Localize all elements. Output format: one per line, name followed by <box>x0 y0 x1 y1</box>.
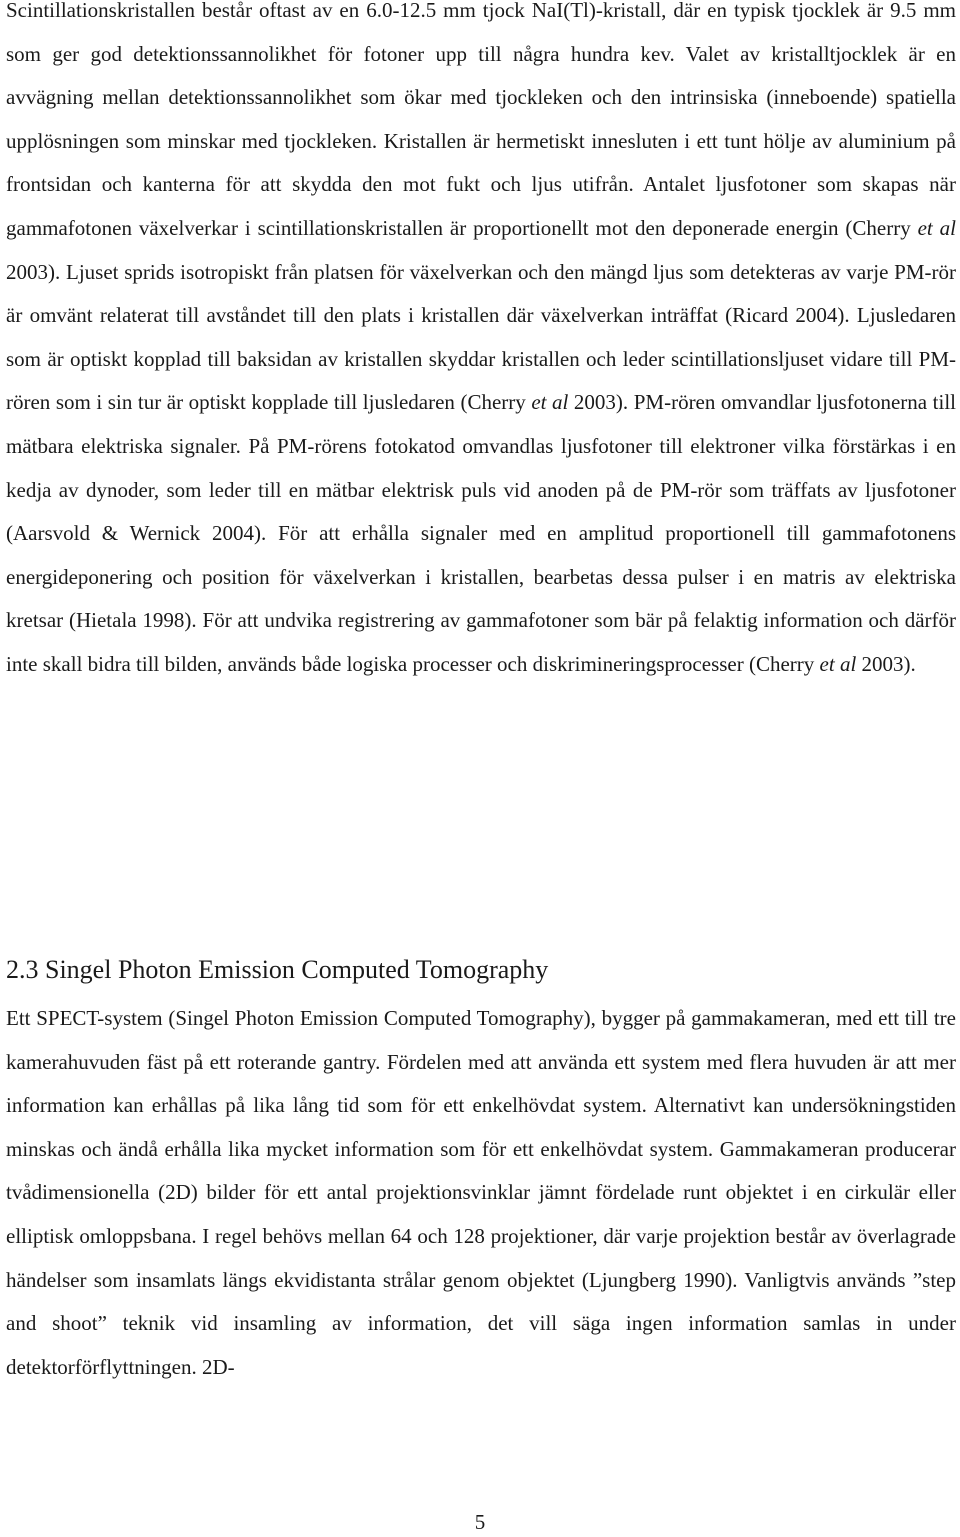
citation-et-al: et al <box>531 390 569 415</box>
paragraph-text: Scintillationskristallen består oftast av en 6.0-12.5 mm tjock NaI(Tl)-kristall, där en typisk tjocklek är 9.5 mm som ger god detektionssannolikhet för fotoner upp till några hundra kev. Valet av kristalltjocklek är en avvägning mellan detektionssannolikhet som ökar med tjockleken och den intrinsiska (inneboende) spatiella upplösningen som minskar med tjockleken. Kristallen är hermetiskt innesluten i ett tunt hölje av aluminium på frontsidan och kanterna för att skydda den mot fukt och ljus utifrån. Antalet ljusfotoner som skapas när gammafotonen växelverkar i scintillationskristallen är proportionellt mot den deponerade energin (Cherry <box>6 0 956 240</box>
body-paragraph-spect: Ett SPECT-system (Singel Photon Emission Computed Tomography), bygger på gammakameran, med ett till tre kamerahuvuden fäst på ett roterande gantry. Fördelen med att använda ett system med flera huvuden är att mer information kan erhållas på lika lång tid som för ett enkelhövdat system. Alternativt kan undersökningstiden minskas och ändå erhålla lika mycket information som för ett enkelhövdat system. Gammakameran producerar tvådimensionella (2D) bilder för ett antal projektionsvinklar jämnt fördelade runt objektet i en cirkulär eller elliptisk omloppsbana. I regel behövs mellan 64 och 128 projektioner, där varje projektion består av överlagrade händelser som insamlats längs ekvidistanta strålar genom objektet (Ljungberg 1990). Vanligtvis används ”step and shoot” teknik vid insamling av information, det vill säga ingen information samlas in under detektorförflyttningen. 2D- <box>6 1006 956 1379</box>
paragraph-text: 2003). Ljuset sprids isotropiskt från platsen för växelverkan och den mängd ljus som detekteras av varje PM-rör är omvänt relaterat till avståndet till den plats i kristallen där växelverkan inträffat (Ricard 2004). Ljusledaren som är optiskt kopplad till baksidan av kristallen skyddar kristallen och leder scintillationsljuset vidare till PM-rören som i sin tur är optiskt kopplade till ljusledaren (Cherry <box>6 259 956 415</box>
page-number: 5 <box>474 1510 486 1534</box>
section-heading: 2.3 Singel Photon Emission Computed Tomography <box>6 955 549 984</box>
citation-et-al: et al <box>917 215 956 240</box>
paragraph-text: 2003). <box>856 651 916 676</box>
citation-et-al: et al <box>819 651 857 676</box>
body-paragraph-scintillation <box>6 0 956 687</box>
paragraph-text: 2003). PM-rören omvandlar ljusfotonerna till mätbara elektriska signaler. På PM-rörens fotokatod omvandlas ljusfotoner till elektroner vilka förstärkas i en kedja av dynoder, som leder till en mätbar elektrisk puls vid anoden på de PM-rör som träffats av ljusfotoner (Aarsvold & Wernick 2004). För att erhålla signaler med en amplitud proportionell till gammafotonens energideponering och position för växelverkan i kristallen, bearbetas dessa pulser i en matris av elektriska kretsar (Hietala 1998). För att undvika registrering av gammafotoner som bär på felaktig information och därför inte skall bidra till bilden, används både logiska processer och diskrimineringsprocesser (Cherry <box>6 390 956 676</box>
